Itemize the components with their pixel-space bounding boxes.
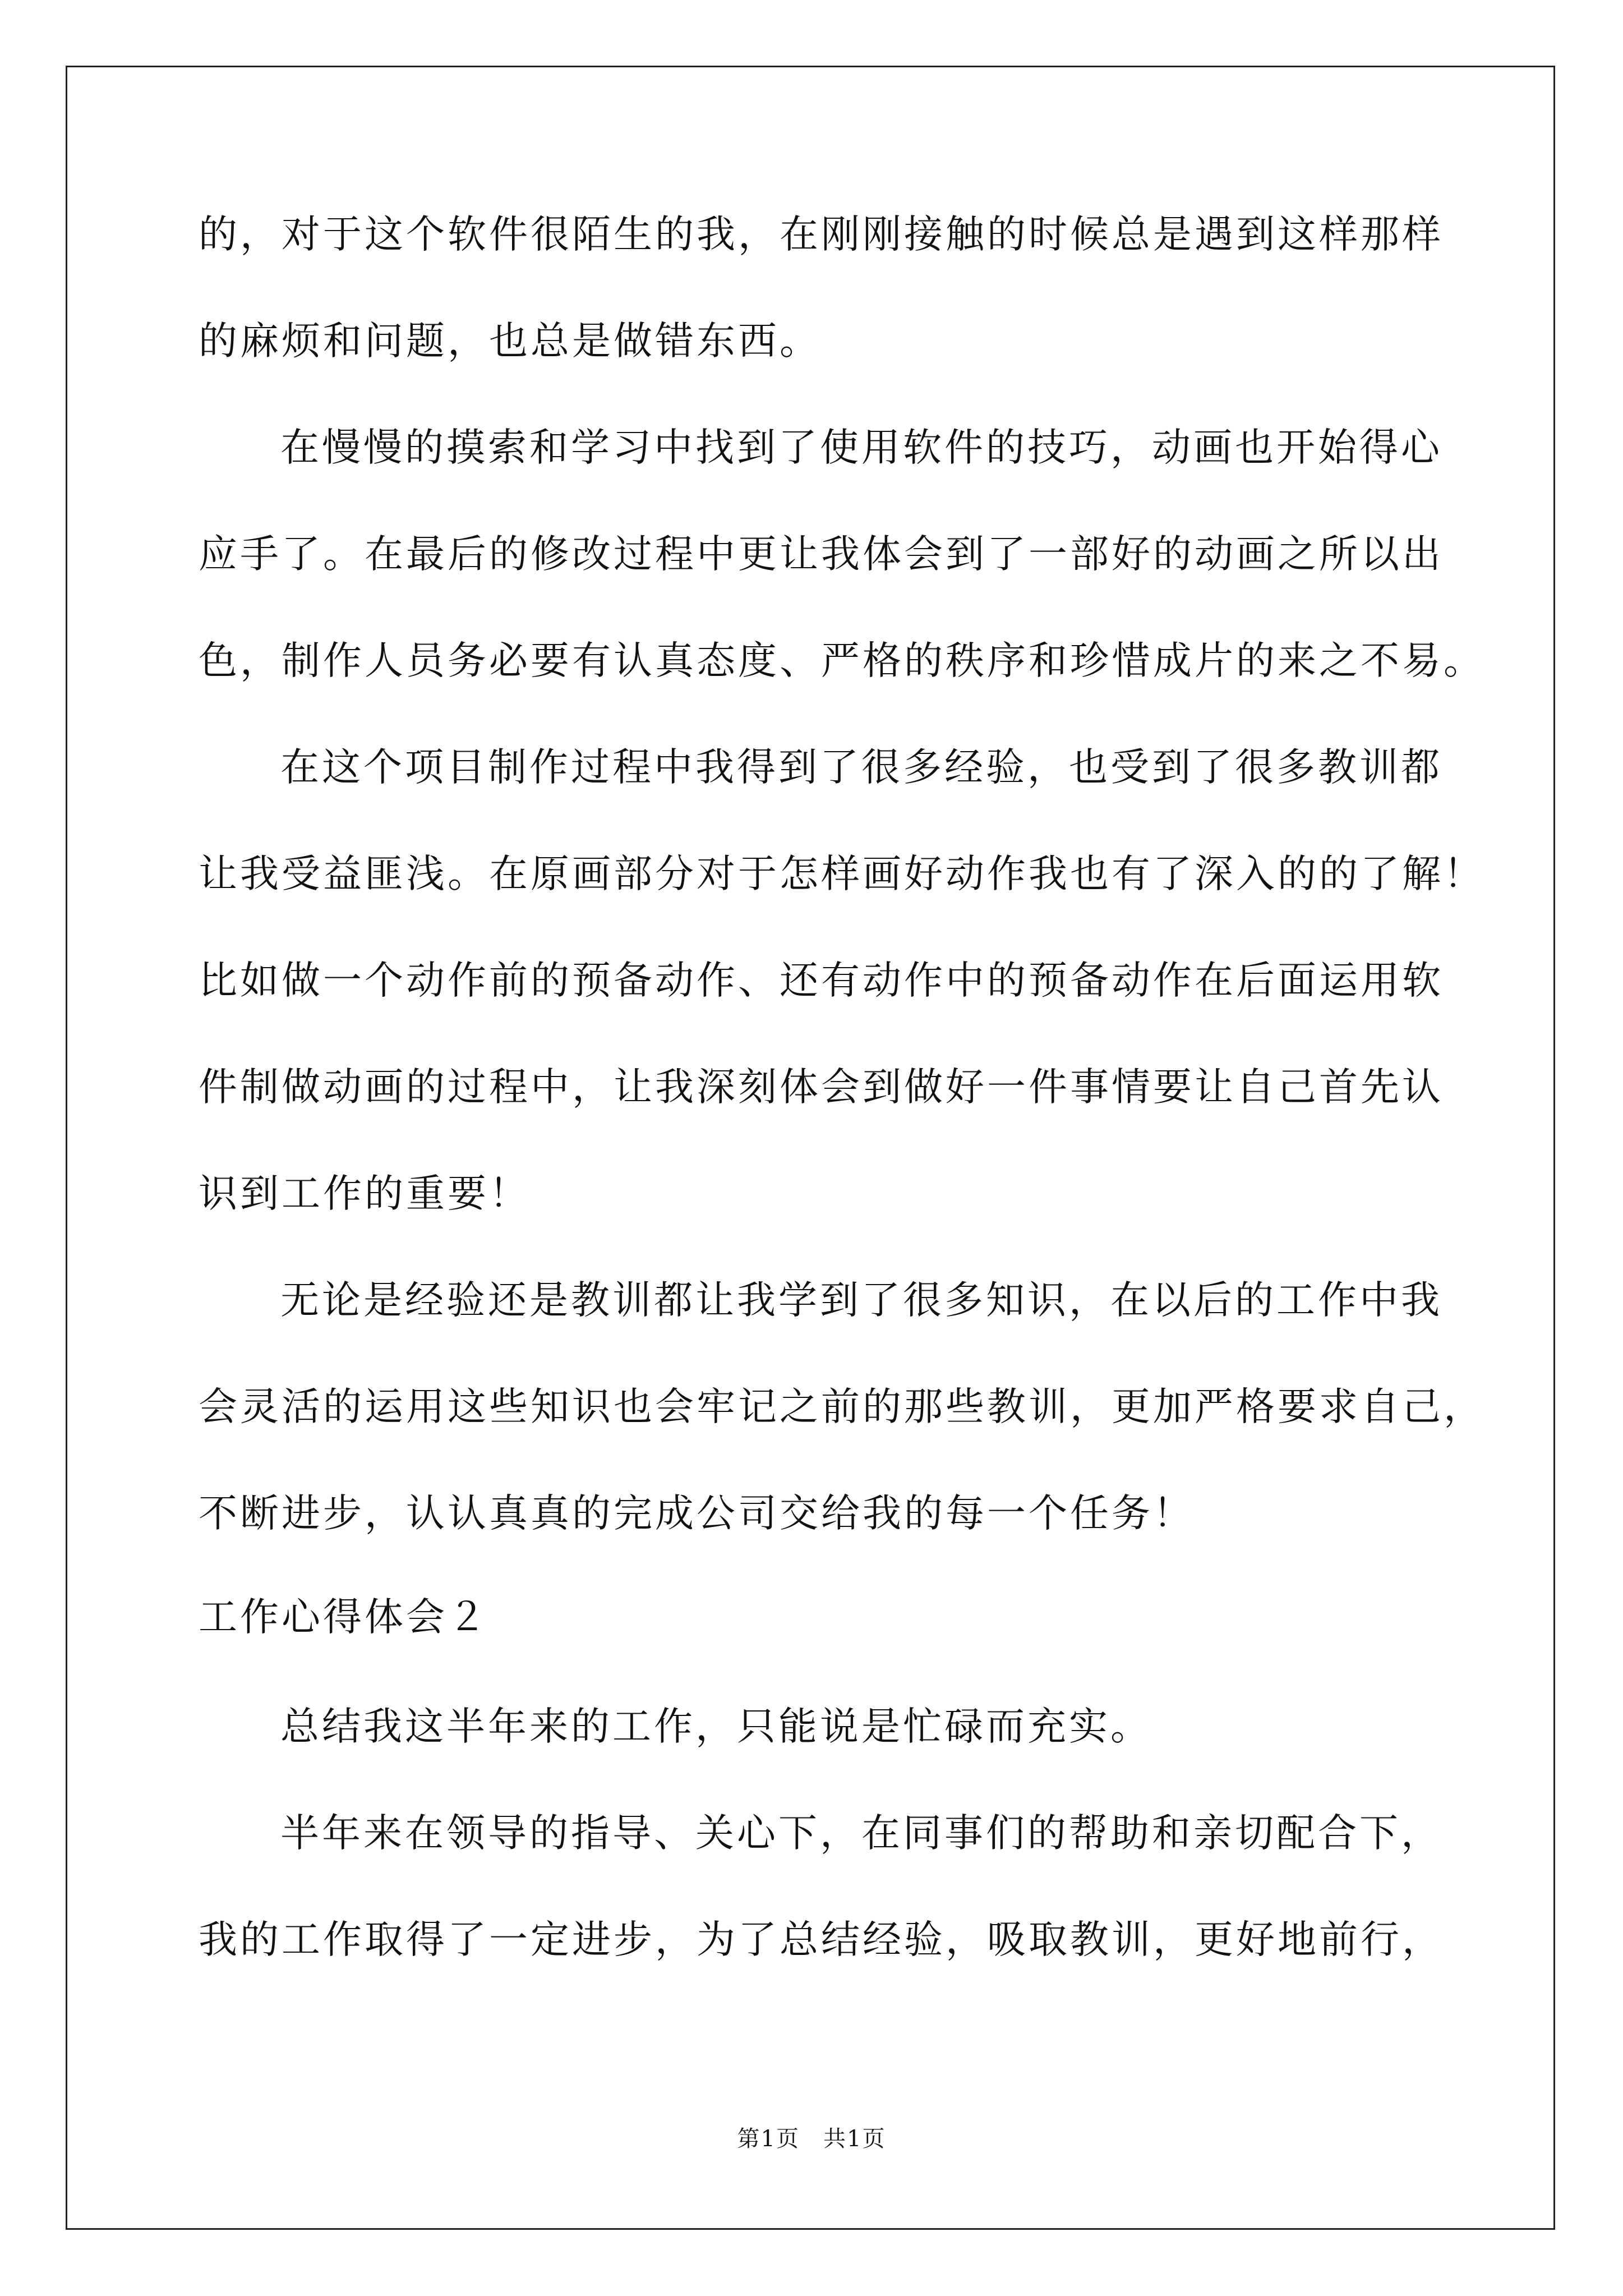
paragraph-line: 在慢慢的摸索和学习中找到了使用软件的技巧，动画也开始得心 xyxy=(280,425,1442,470)
paragraph-line: 我的工作取得了一定进步，为了总结经验，吸取教训，更好地前行， xyxy=(199,1917,1444,1962)
paragraph-line: 让我受益匪浅。在原画部分对于怎样画好动作我也有了深入的的了解！ xyxy=(199,852,1485,896)
paragraph-line: 应手了。在最后的修改过程中更让我体会到了一部好的动画之所以出 xyxy=(199,532,1444,577)
page-border xyxy=(66,66,1555,2230)
paragraph-line: 色，制作人员务必要有认真态度、严格的秩序和珍惜成片的来之不易。 xyxy=(199,638,1485,683)
paragraph-line: 识到工作的重要！ xyxy=(199,1171,531,1216)
paragraph-line: 半年来在领导的指导、关心下，在同事们的帮助和亲切配合下， xyxy=(280,1811,1442,1856)
paragraph-line: 总结我这半年来的工作，只能说是忙碌而充实。 xyxy=(280,1704,1152,1749)
paragraph-line: 件制做动画的过程中，让我深刻体会到做好一件事情要让自己首先认 xyxy=(199,1065,1444,1110)
paragraph-line: 会灵活的运用这些知识也会牢记之前的那些教训，更加严格要求自己， xyxy=(199,1384,1485,1429)
paragraph-line: 的麻烦和问题，也总是做错东西。 xyxy=(199,319,821,364)
section-heading: 工作心得体会２ xyxy=(199,1595,489,1640)
paragraph-line: 在这个项目制作过程中我得到了很多经验，也受到了很多教训都 xyxy=(280,745,1442,790)
paragraph-line: 比如做一个动作前的预备动作、还有动作中的预备动作在后面运用软 xyxy=(199,958,1444,1003)
paragraph-line: 不断进步，认认真真的完成公司交给我的每一个任务！ xyxy=(199,1491,1195,1536)
page-number-footer: 第1页 共1页 xyxy=(737,2126,886,2152)
paragraph-line: 的，对于这个软件很陌生的我，在刚刚接触的时候总是遇到这样那样 xyxy=(199,212,1444,257)
paragraph-line: 无论是经验还是教训都让我学到了很多知识，在以后的工作中我 xyxy=(280,1278,1442,1323)
